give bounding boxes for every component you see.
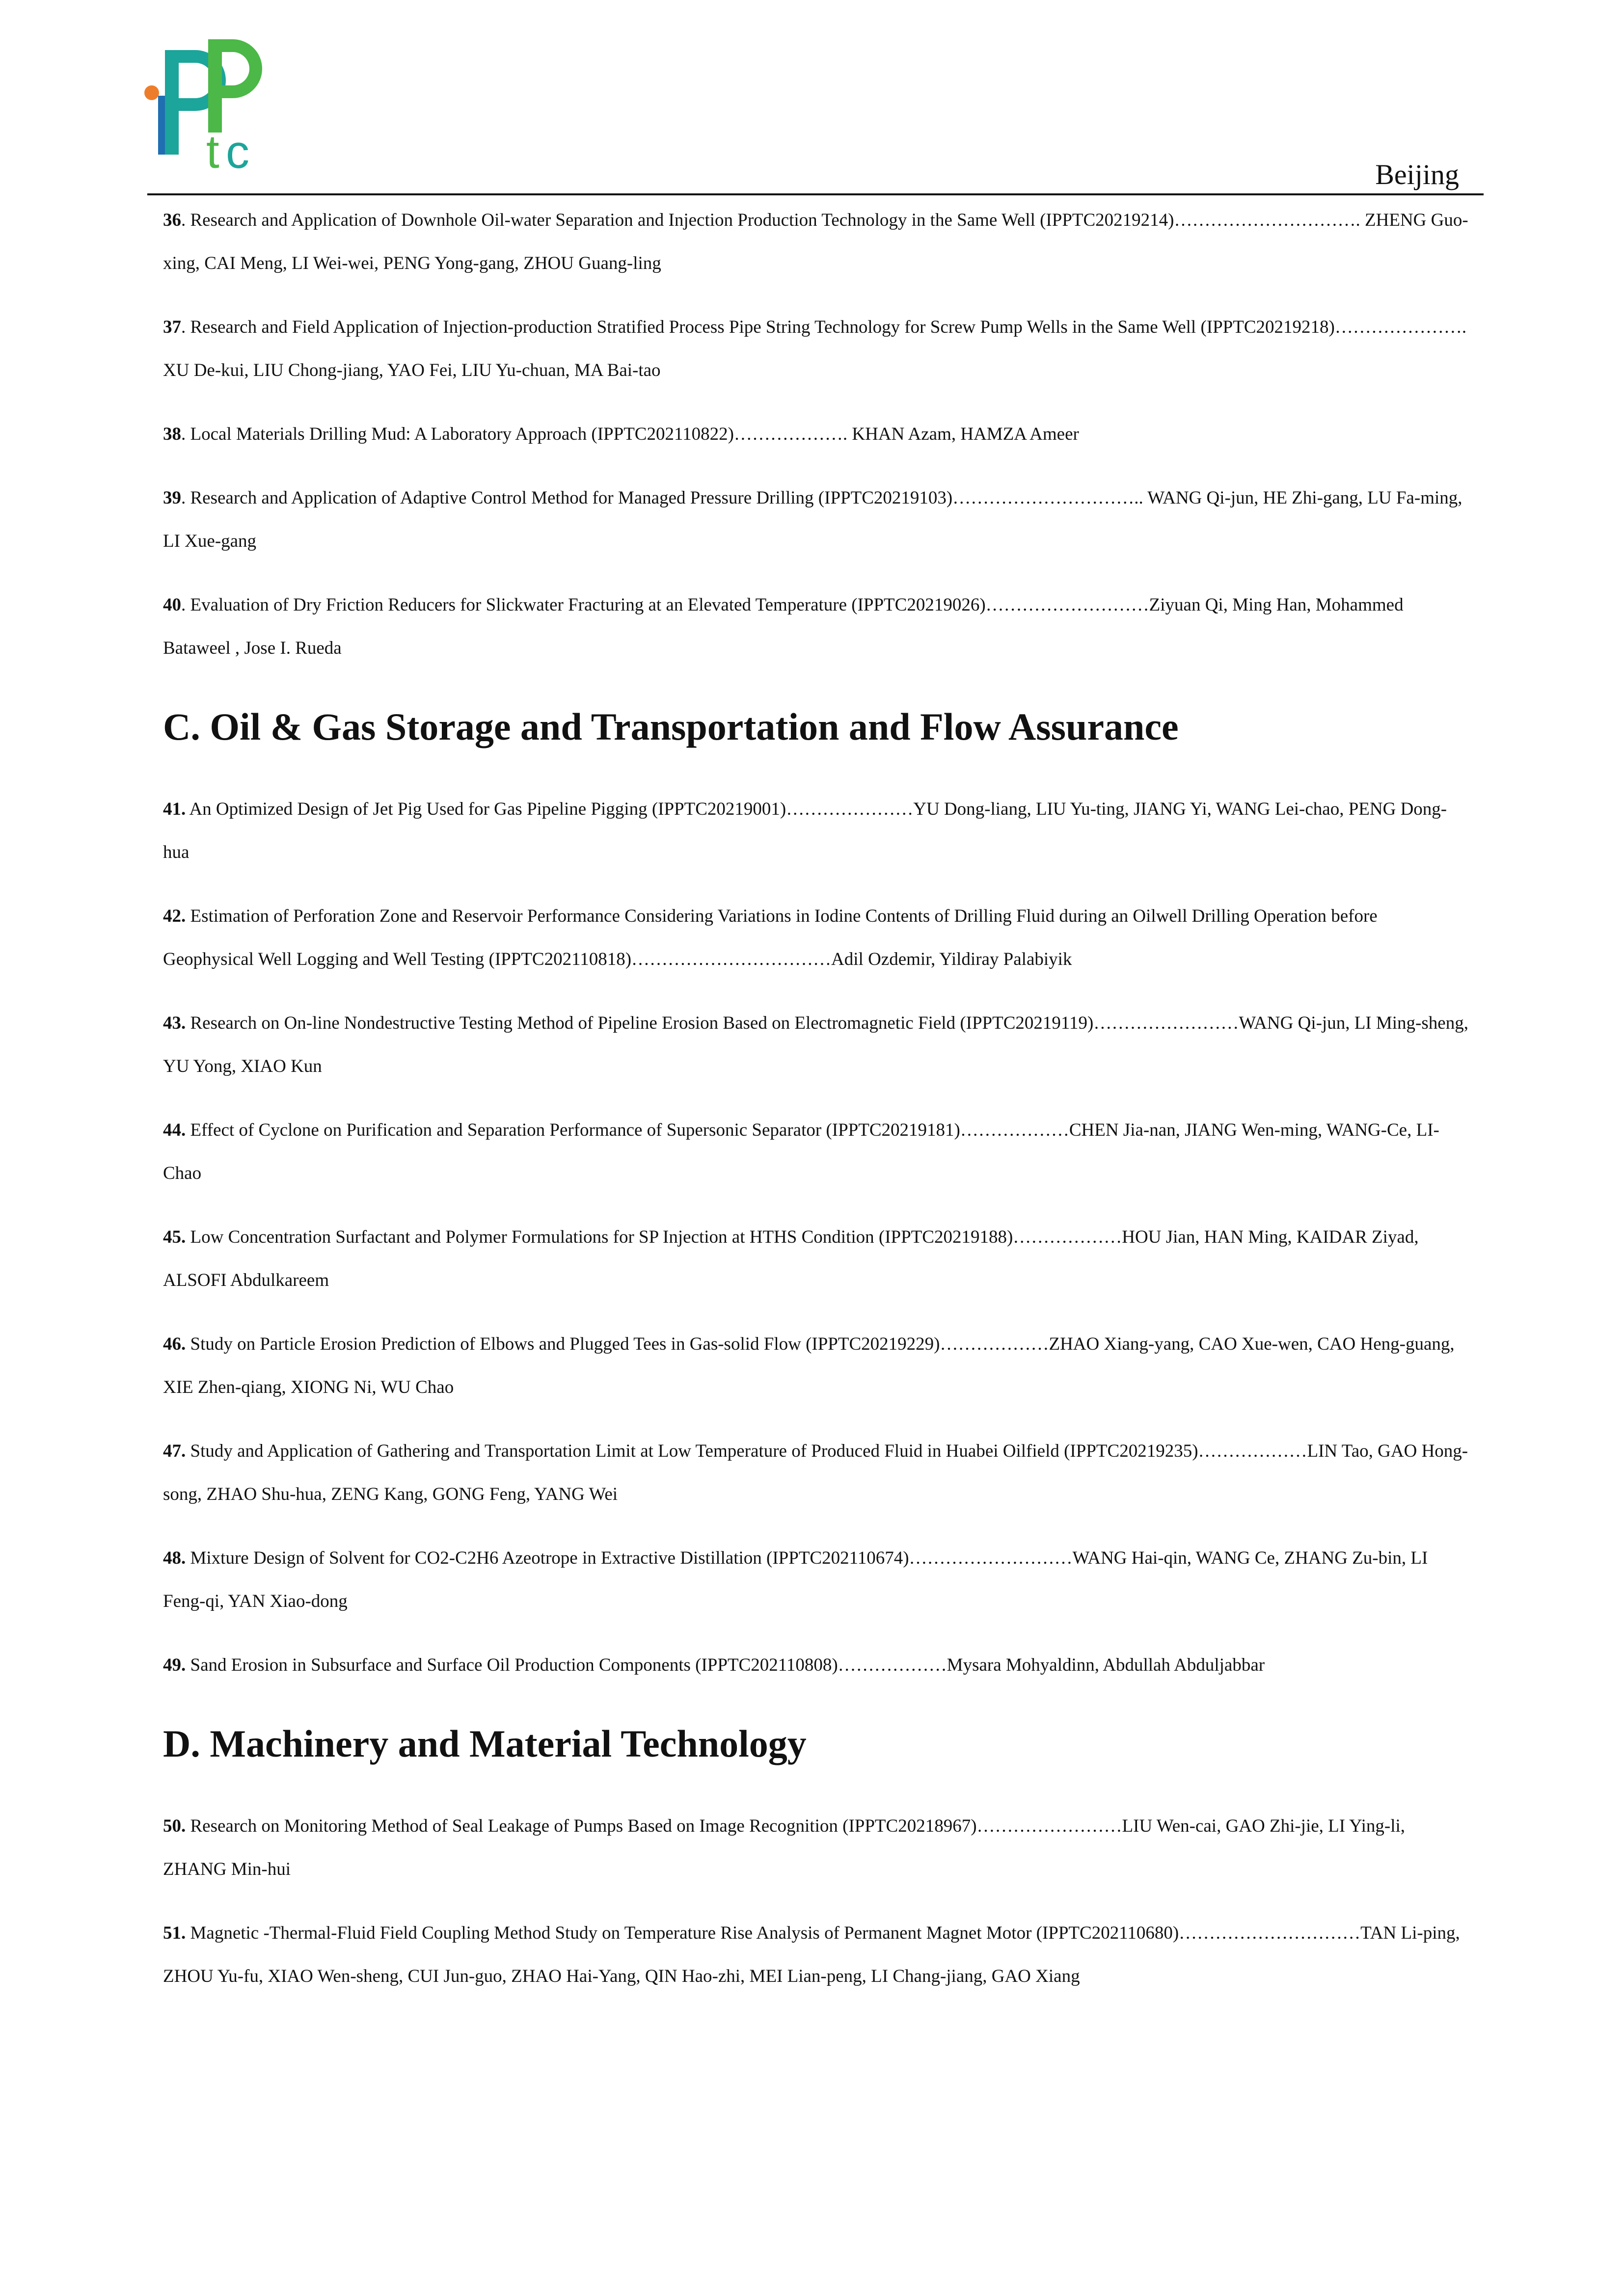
entry-text: Low Concentration Surfactant and Polymer Formulations for SP Injection at HTHS Condition (IPPTC20219188)………………HOU Jian, HAN Ming, KAIDAR Ziyad, ALSOFI Abdulkareem [163,1227,1419,1290]
entry-number: 37 [163,317,181,337]
entry-text: Research on Monitoring Method of Seal Leakage of Pumps Based on Image Recognition (IPPTC20218967)……………………LIU Wen-cai, GAO Zhi-jie, LI Ying-li, ZHANG Min-hui [163,1816,1406,1879]
ipptc-logo [143,34,276,177]
entry-number: 46. [163,1334,186,1354]
entry-number: 44. [163,1120,186,1140]
paper-entry-38 [163,413,1469,456]
entry-text: Study and Application of Gathering and Transportation Limit at Low Temperature of Produced Fluid in Huabei Oilfield (IPPTC20219235)………………LIN Tao, GAO Hong-song, ZHAO Shu-hua, ZENG Kang, GONG Feng, YANG Wei [163,1441,1468,1504]
entry-text: An Optimized Design of Jet Pig Used for Gas Pipeline Pigging (IPPTC20219001)…………………YU Dong-liang, LIU Yu-ting, JIANG Yi, WANG Lei-chao, PENG Dong-hua [163,799,1447,862]
paper-entry-36 [163,199,1469,285]
entry-number: 38 [163,424,181,444]
paper-list [163,199,1469,2019]
paper-entry-49 [163,1644,1469,1687]
entry-number: 43. [163,1013,186,1033]
entry-number: 41. [163,799,186,819]
entry-number: 42. [163,906,186,926]
entry-number: 48. [163,1548,186,1568]
paper-entry-48 [163,1537,1469,1623]
header-divider [147,193,1484,195]
location-label: Beijing [1375,159,1459,190]
paper-entry-50 [163,1805,1469,1891]
entry-text: . Research and Field Application of Injection-production Stratified Process Pipe String Technology for Screw Pump Wells in the Same Well (IPPTC20219218)…………………. XU De-kui, LIU Chong-jiang, YAO Fei, LIU Yu-chuan, MA Bai-tao [163,317,1467,380]
entry-text: Research on On-line Nondestructive Testing Method of Pipeline Erosion Based on Electromagnetic Field (IPPTC20219119)……………………WANG Qi-jun, LI Ming-sheng, YU Yong, XIAO Kun [163,1013,1468,1076]
entry-text: . Local Materials Drilling Mud: A Laboratory Approach (IPPTC202110822)………………. KHAN Azam, HAMZA Ameer [181,424,1079,444]
svg-text:c: c [226,126,249,177]
entry-number: 47. [163,1441,186,1461]
entry-number: 49. [163,1655,186,1675]
svg-text:t: t [206,126,219,177]
paper-entry-39 [163,477,1469,563]
entry-number: 36 [163,210,181,230]
entry-number: 45. [163,1227,186,1247]
paper-entry-51 [163,1912,1469,1998]
paper-entry-46 [163,1323,1469,1409]
entry-text: . Evaluation of Dry Friction Reducers for Slickwater Fracturing at an Elevated Temperature (IPPTC20219026)………………………Ziyuan Qi, Ming Han, Mohammed Bataweel , Jose I. Rueda [163,595,1404,658]
section-heading-d: D. Machinery and Material Technology [163,1722,807,1765]
entry-text: Sand Erosion in Subsurface and Surface Oil Production Components (IPPTC202110808)………………Mysara Mohyaldinn, Abdullah Abduljabbar [186,1655,1265,1675]
paper-entry-43 [163,1002,1469,1088]
entry-text: Effect of Cyclone on Purification and Separation Performance of Supersonic Separator (IPPTC20219181)………………CHEN Jia-nan, JIANG Wen-ming, WANG-Ce, LI-Chao [163,1120,1439,1183]
paper-entry-42 [163,895,1469,981]
entry-text: Magnetic -Thermal-Fluid Field Coupling Method Study on Temperature Rise Analysis of Permanent Magnet Motor (IPPTC202110680)…………………………TAN Li-ping, ZHOU Yu-fu, XIAO Wen-sheng, CUI Jun-guo, ZHAO Hai-Yang, QIN Hao-zhi, MEI Lian-peng, LI Chang-jiang, GAO Xiang [163,1923,1460,1986]
paper-entry-37 [163,306,1469,392]
entry-number: 50. [163,1816,186,1836]
paper-entry-41 [163,788,1469,874]
entry-text: . Research and Application of Adaptive Control Method for Managed Pressure Drilling (IPPTC20219103)………………………….. WANG Qi-jun, HE Zhi-gang, LU Fa-ming, LI Xue-gang [163,488,1462,551]
entry-number: 39 [163,488,181,508]
paper-entry-40 [163,584,1469,670]
entry-number: 51. [163,1923,186,1943]
paper-entry-45 [163,1216,1469,1302]
entry-text: . Research and Application of Downhole Oil-water Separation and Injection Production Technology in the Same Well (IPPTC20219214)…………………………. ZHENG Guo-xing, CAI Meng, LI Wei-wei, PENG Yong-gang, ZHOU Guang-ling [163,210,1468,273]
entry-text: Mixture Design of Solvent for CO2-C2H6 Azeotrope in Extractive Distillation (IPPTC202110674)………………………WANG Hai-qin, WANG Ce, ZHANG Zu-bin, LI Feng-qi, YAN Xiao-dong [163,1548,1428,1611]
entry-text: Estimation of Perforation Zone and Reservoir Performance Considering Variations in Iodine Contents of Drilling Fluid during an Oilwell Drilling Operation before Geophysical Well Logging and Well Testing (IPPTC202110818)……………………………Adil Ozdemir, Yildiray Palabiyik [163,906,1378,969]
section-heading-c: C. Oil & Gas Storage and Transportation and Flow Assurance [163,705,1179,748]
entry-number: 40 [163,595,181,615]
paper-entry-47 [163,1430,1469,1516]
paper-entry-44 [163,1109,1469,1195]
entry-text: Study on Particle Erosion Prediction of Elbows and Plugged Tees in Gas-solid Flow (IPPTC20219229)………………ZHAO Xiang-yang, CAO Xue-wen, CAO Heng-guang, XIE Zhen-qiang, XIONG Ni, WU Chao [163,1334,1455,1397]
